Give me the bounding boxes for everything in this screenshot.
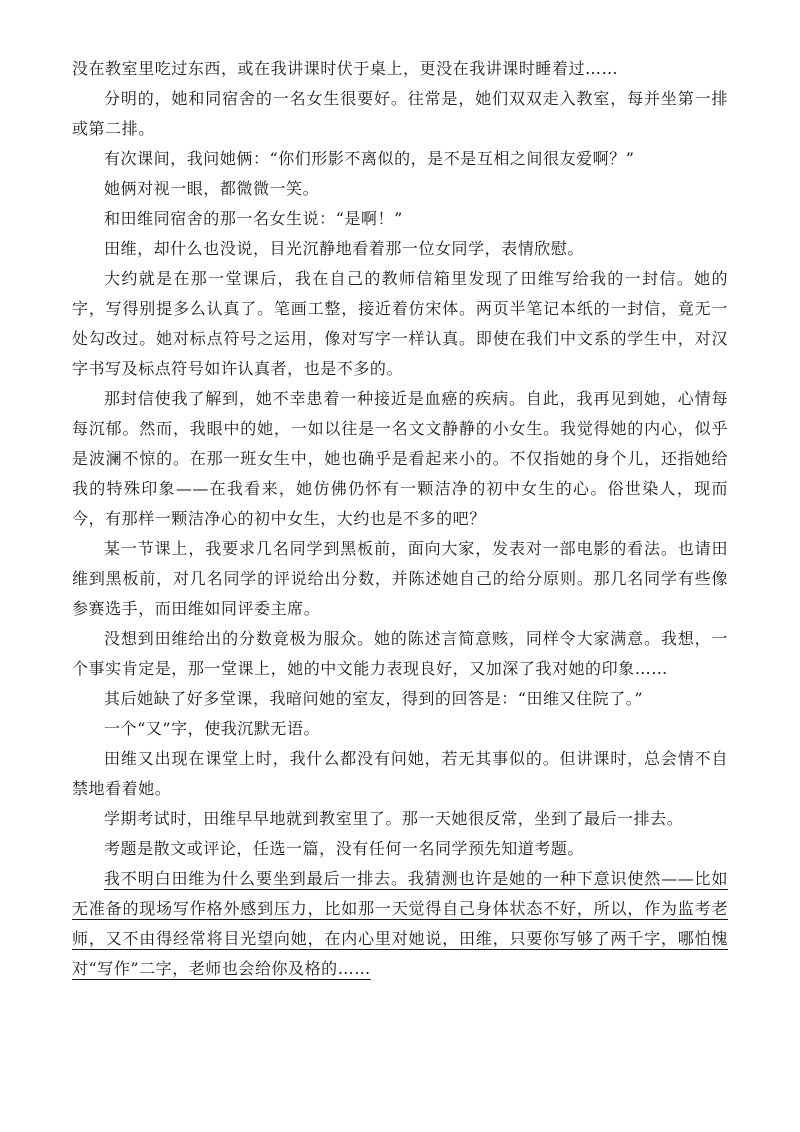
paragraph-5: 和田维同宿舍的那一名女生说：“是啊！” xyxy=(104,209,403,228)
paragraph-16-underlined xyxy=(72,864,728,984)
paragraph-9: 某一节课上，我要求几名同学到黑板前，面向大家，发表对一部电影的看法。也请田维到黑板前，对几名同学的评说给出分数，并陈述她自己的给分原则。那几名同学有些像参赛选手，而田维如同评委主席。 xyxy=(72,539,728,618)
paragraph-13: 田维又出现在课堂上时，我什么都没有问她，若无其事似的。但讲课时，总会情不自禁地看着她。 xyxy=(72,749,728,798)
paragraph-6: 田维，却什么也没说，目光沉静地看着那一位女同学，表情欣慰。 xyxy=(104,239,584,258)
paragraph-2: 分明的，她和同宿舍的一名女生很要好。往常是，她们双双走入教室，每并坐第一排或第二排。 xyxy=(72,89,728,138)
paragraph-14: 学期考试时，田维早早地就到教室里了。那一天她很反常，坐到了最后一排去。 xyxy=(104,809,684,828)
paragraph-1: 没在教室里吃过东西，或在我讲课时伏于桌上，更没在我讲课时睡着过…… xyxy=(72,59,619,78)
paragraph-7: 大约就是在那一堂课后，我在自己的教师信箱里发现了田维写给我的一封信。她的字，写得别提多么认真了。笔画工整，接近着仿宋体。两页半笔记本纸的一封信，竟无一处勾改过。她对标点符号之运用，像对写字一样认真。即使在我们中文系的学生中，对汉字书写及标点符号如许认真者，也是不多的。 xyxy=(72,269,728,378)
paragraph-11: 其后她缺了好多堂课，我暗问她的室友，得到的回答是：“田维又住院了。” xyxy=(104,689,644,708)
paragraph-4: 她俩对视一眼，都微微一笑。 xyxy=(104,179,320,198)
paragraph-15: 考题是散文或评论，任选一篇，没有任何一名同学预先知道考题。 xyxy=(104,839,584,858)
document-body xyxy=(72,54,728,984)
underlined-passage: 我不明白田维为什么要坐到最后一排去。我猜测也许是她的一种下意识使然——比如无准备的现场写作格外感到压力，比如那一天觉得自己身体状态不好，所以，作为监考老师，又不由得经常将目光望向她，在内心里对她说，田维，只要你写够了两千字，哪怕愧对“写作”二字，老师也会给你及格的…… xyxy=(72,869,728,978)
paragraph-12: 一个“又”字，使我沉默无语。 xyxy=(104,719,321,738)
paragraph-10: 没想到田维给出的分数竟极为服众。她的陈述言简意赅，同样令大家满意。我想，一个事实肯定是，那一堂课上，她的中文能力表现良好，又加深了我对她的印象…… xyxy=(72,629,728,678)
paragraph-3: 有次课间，我问她俩：“你们形影不离似的，是不是互相之间很友爱啊？” xyxy=(104,149,635,168)
paragraph-8: 那封信使我了解到，她不幸患着一种接近是血癌的疾病。自此，我再见到她，心情每每沉郁。然而，我眼中的她，一如以往是一名文文静静的小女生。我觉得她的内心，似乎是波澜不惊的。在那一班女生中，她也确乎是看起来小的。不仅指她的身个儿，还指她给我的特殊印象——在我看来，她仿佛仍怀有一颗洁净的初中女生的心。俗世染人，现而今，有那样一颗洁净心的初中女生，大约也是不多的吧？ xyxy=(72,389,728,528)
